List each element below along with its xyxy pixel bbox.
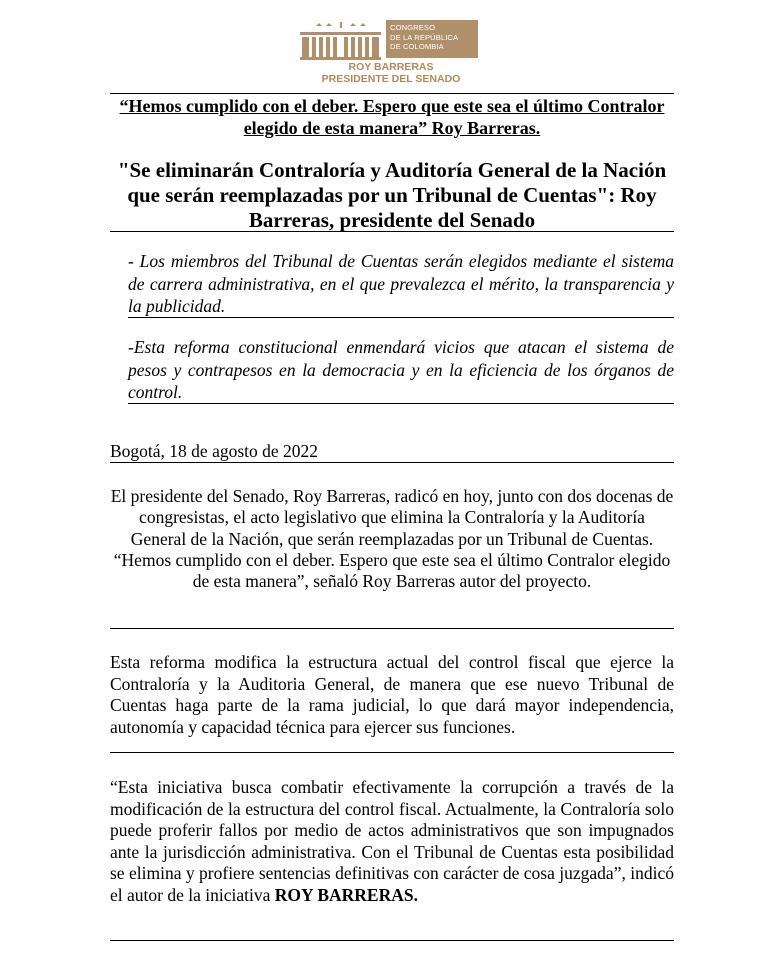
divider (110, 752, 674, 753)
divider (110, 93, 674, 94)
logo-emblem (298, 16, 484, 60)
dateline: Bogotá, 18 de agosto de 2022 (110, 441, 319, 461)
divider (128, 403, 674, 404)
divider (110, 628, 674, 629)
divider (110, 231, 674, 232)
divider (110, 462, 674, 463)
logo-org-box (386, 20, 478, 58)
header-role: PRESIDENTE DEL SENADO (321, 73, 461, 85)
bullet-item: -Esta reforma constitucional enmendará vicios que atacan el sistema de pesos y contrapesos en la democracia y en la eficiencia de los órganos de control. (128, 337, 674, 402)
headline: "Se eliminarán Contraloría y Auditoría General de la Nación que serán reemplazadas por un Tribunal de Cuentas": Roy Barreras, presidente del Senado (117, 158, 667, 232)
paragraph: Esta reforma modifica la estructura actual del control fiscal que ejerce la Contraloría y la Auditoria General, de manera que ese nuevo Tribunal de Cuentas haga parte de la rama judicial, lo que dará mayor independencia, autonomía y capacidad técnica para ejercer sus funciones. (110, 652, 674, 737)
logo-org-line: DE COLOMBIA (390, 42, 444, 51)
divider (110, 940, 674, 941)
divider (128, 317, 674, 318)
header-logo (298, 16, 484, 84)
capitol-building-icon (298, 22, 383, 60)
paragraph-text: “Esta iniciativa busca combatir efectivamente la corrupción a través de la modificación de la estructura del control fiscal. Actualmente, la Contraloría solo puede proferir fallos por medio de actos administrativos que son impugnados ante la jurisdicción administrativa. Con el Tribunal de Cuentas esta posibilidad se elimina y profiere sentencias definitivas con carácter de cosa juzgada”, indicó el autor de la iniciativa (110, 777, 674, 905)
quote-heading (110, 95, 674, 139)
paragraph: El presidente del Senado, Roy Barreras, radicó en hoy, junto con dos docenas de congresistas, el acto legislativo que elimina la Contraloría y la Auditoría General de la Nación, que serán reemplazadas por un Tribunal de Cuentas. “Hemos cumplido con el deber. Espero que este sea el último Contralor elegido de esta manera”, señaló Roy Barreras autor del proyecto. (110, 486, 674, 592)
logo-org-line: DE LA REPÚBLICA (390, 32, 459, 42)
paragraph-author: ROY BARRERAS. (274, 884, 418, 905)
logo-org-line: CONGRESO (390, 23, 436, 32)
bullet-item: - Los miembros del Tribunal de Cuentas serán elegidos mediante el sistema de carrera administrativa, en el que prevalezca el mérito, la transparencia y la publicidad. (128, 251, 674, 316)
quote-heading-text: “Hemos cumplido con el deber. Espero que este sea el último Contralor elegido de esta manera” Roy Barreras. (119, 96, 665, 138)
header-name: ROY BARRERAS (348, 61, 434, 73)
paragraph (110, 777, 674, 906)
